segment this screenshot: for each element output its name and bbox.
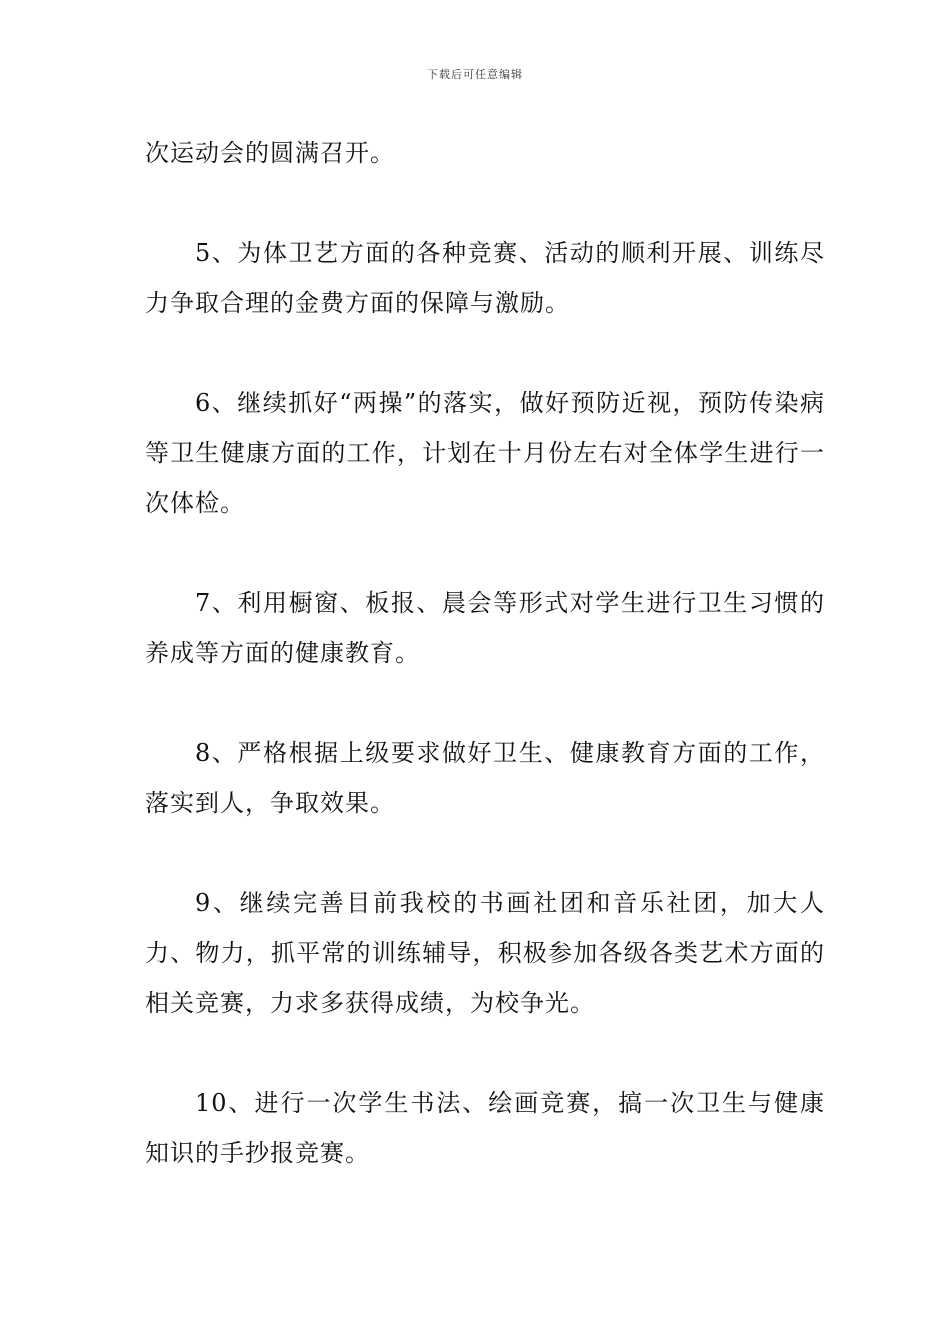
paragraph-item-5: 5、为体卫艺方面的各种竞赛、活动的顺利开展、训练尽力争取合理的金费方面的保障与激励。 [145,239,825,317]
paragraph-item-9: 9、继续完善目前我校的书画社团和音乐社团，加大人力、物力，抓平常的训练辅导，积极参加各级各类艺术方面的相关竞赛，力求多获得成绩，为校争光。 [145,889,825,1017]
paragraph-continuation: 次运动会的圆满召开。 [145,139,395,167]
paragraph-item-7: 7、利用橱窗、板报、晨会等形式对学生进行卫生习惯的养成等方面的健康教育。 [145,589,825,667]
page-header: 下载后可任意编辑 [427,68,523,81]
paragraph-item-6: 6、继续抓好“两操”的落实，做好预防近视，预防传染病等卫生健康方面的工作，计划在十月份左右对全体学生进行一次体检。 [145,389,825,517]
paragraph-item-8: 8、严格根据上级要求做好卫生、健康教育方面的工作，落实到人，争取效果。 [145,739,825,817]
paragraph-item-10: 10、进行一次学生书法、绘画竞赛，搞一次卫生与健康知识的手抄报竞赛。 [145,1089,825,1167]
document-body [145,128,825,1228]
